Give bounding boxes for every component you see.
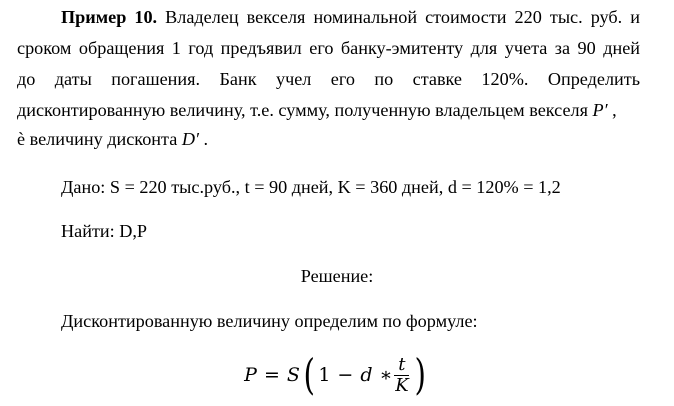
formula-minus: − bbox=[337, 364, 354, 386]
example-text-4: дисконтированную величину, т.е. сумму, полученную владельцем векселя bbox=[17, 100, 593, 120]
discount-formula bbox=[0, 345, 674, 405]
example-line-3: до даты погашения. Банк учел его по ставке 120%. Определить bbox=[17, 69, 640, 89]
formula-fraction bbox=[394, 355, 409, 396]
variable-d-prime: D′ bbox=[181, 129, 199, 149]
formula-lhs: P bbox=[244, 364, 257, 386]
example-line-2: сроком обращения 1 год предъявил его банку-эмитенту для учета за 90 дней bbox=[17, 38, 640, 58]
example-line-5 bbox=[17, 128, 208, 150]
right-paren: ) bbox=[414, 350, 427, 399]
example-text-5: è величину дисконта bbox=[17, 129, 182, 149]
solution-intro: Дисконтированную величину определим по формуле: bbox=[61, 311, 478, 331]
left-paren: ( bbox=[303, 350, 315, 399]
example-text-1: Владелец векселя номинальной стоимости 220 тыс. руб. и bbox=[157, 7, 640, 27]
example-line-4 bbox=[17, 99, 617, 121]
example-title: Пример 10. bbox=[61, 7, 158, 27]
variable-p-prime: P′ bbox=[592, 100, 608, 120]
formula-equals: = bbox=[263, 364, 280, 386]
formula-times: ∗ bbox=[379, 364, 393, 386]
fraction-numerator: t bbox=[398, 353, 406, 375]
given-line: Дано: S = 220 тыс.руб., t = 90 дней, K = 360 дней, d = 120% = 1,2 bbox=[61, 177, 561, 197]
solution-heading: Решение: bbox=[300, 266, 374, 286]
example-line-1 bbox=[61, 6, 640, 28]
example-text-5-end: . bbox=[198, 129, 209, 149]
formula-one: 1 bbox=[318, 364, 331, 386]
find-line: Найти: D,P bbox=[61, 221, 148, 241]
fraction-denominator: K bbox=[395, 374, 409, 396]
formula-s: S bbox=[286, 364, 300, 386]
formula-d: d bbox=[360, 364, 373, 386]
example-text-4-end: , bbox=[607, 100, 617, 120]
